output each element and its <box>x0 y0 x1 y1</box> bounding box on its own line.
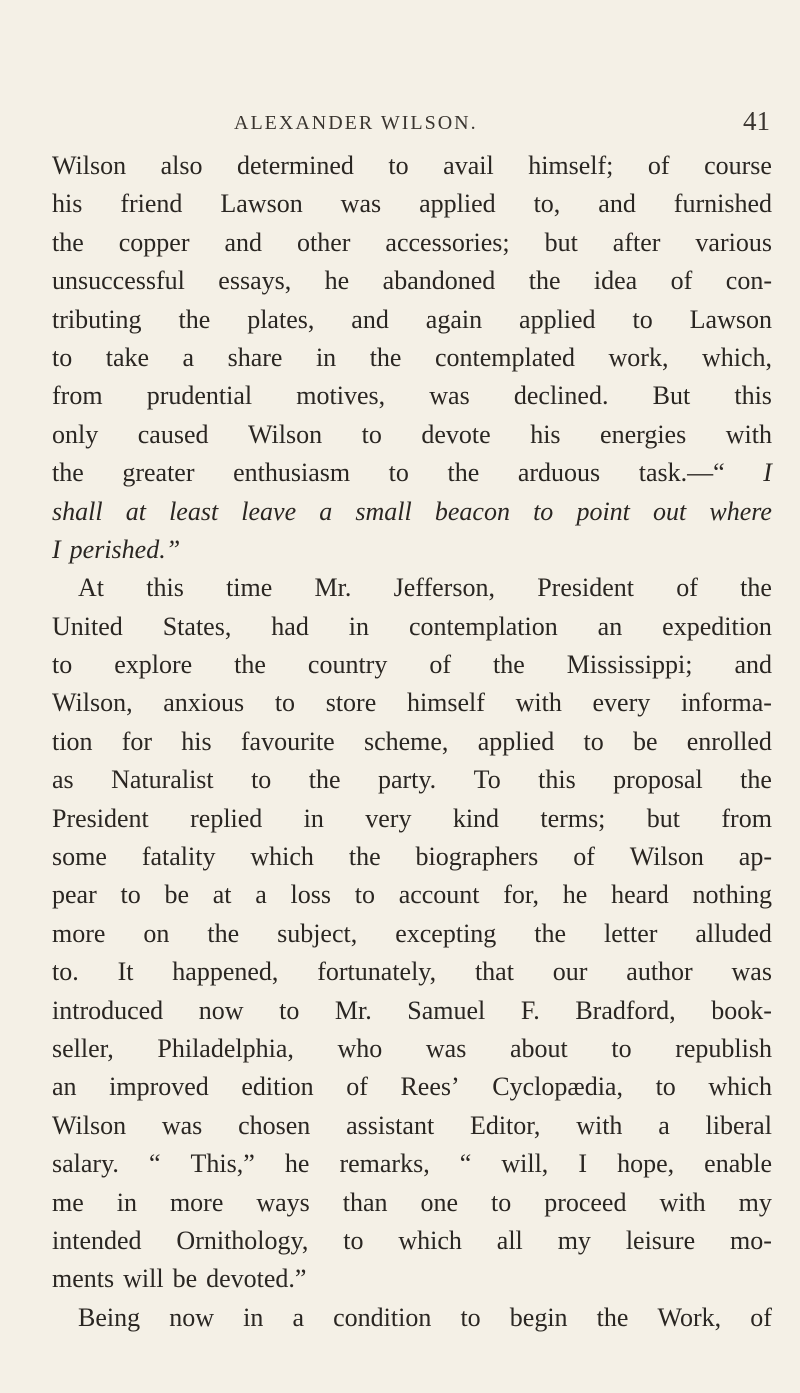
text-word: his <box>52 189 83 219</box>
text-word: the <box>234 650 266 680</box>
text-word: Lawson <box>689 304 772 334</box>
text-word: my <box>738 1187 772 1217</box>
text-word: Samuel <box>407 995 486 1025</box>
text-word: Work, <box>657 1302 722 1332</box>
text-line <box>52 454 772 492</box>
text-word: which <box>250 842 314 872</box>
text-word: party. <box>377 765 437 795</box>
text-word: ap- <box>738 842 772 872</box>
text-word: which <box>398 1225 462 1255</box>
text-word: with <box>576 1110 623 1140</box>
text-word: work, <box>608 342 669 372</box>
text-word: “ <box>459 1149 472 1179</box>
text-word: copper <box>118 227 190 257</box>
text-word: applied <box>419 189 496 219</box>
text-word: a <box>255 880 267 910</box>
text-word: a <box>292 1302 304 1332</box>
text-word: seller, <box>52 1033 114 1063</box>
text-word: author <box>626 957 693 987</box>
text-line <box>52 185 772 223</box>
text-word: small <box>355 496 412 526</box>
text-word: greater <box>122 458 195 488</box>
text-line <box>52 147 772 185</box>
text-word: least <box>169 496 219 526</box>
text-word: will <box>123 1264 164 1294</box>
text-word: Rees’ <box>400 1072 460 1102</box>
text-word: furnished <box>673 189 772 219</box>
text-word: abandoned <box>382 266 496 296</box>
text-word: introduced <box>52 995 164 1025</box>
text-word: intended <box>52 1225 142 1255</box>
text-word: Ornithology, <box>176 1225 309 1255</box>
text-word: excepting <box>395 918 497 948</box>
text-word: happened, <box>172 957 279 987</box>
text-word: enrolled <box>686 726 772 756</box>
text-word: Philadelphia, <box>157 1033 294 1063</box>
text-word: the <box>308 765 341 795</box>
text-word: this <box>538 765 576 795</box>
text-word: shall <box>52 496 103 526</box>
text-word: ments <box>52 1264 115 1294</box>
text-word: anxious <box>163 688 245 718</box>
text-word: and <box>734 650 772 680</box>
text-word: the <box>740 573 772 603</box>
text-word: caused <box>137 419 209 449</box>
text-word: arduous <box>517 458 601 488</box>
text-line <box>52 684 772 722</box>
text-word: declined. <box>513 381 609 411</box>
text-word: remarks, <box>339 1149 430 1179</box>
text-word: where <box>709 496 772 526</box>
text-word: con- <box>725 266 772 296</box>
text-word: To <box>473 765 501 795</box>
text-word: I <box>578 1149 588 1179</box>
text-word: had <box>271 611 309 641</box>
text-word: this <box>734 381 772 411</box>
text-word: I <box>52 534 61 564</box>
text-word: to <box>52 342 73 372</box>
text-word: kind <box>452 803 500 833</box>
text-word: Editor, <box>469 1110 541 1140</box>
text-word: was <box>429 381 470 411</box>
text-word: devoted.” <box>206 1264 307 1294</box>
text-word: a <box>658 1110 670 1140</box>
text-word: again <box>425 304 483 334</box>
text-line <box>52 377 772 415</box>
text-word: but <box>544 227 578 257</box>
text-word: as <box>52 765 74 795</box>
text-word: of <box>573 842 595 872</box>
text-word: for, <box>503 880 540 910</box>
text-word: to. <box>52 957 79 987</box>
text-word: be <box>164 880 189 910</box>
text-line <box>52 1030 772 1068</box>
text-word: to, <box>533 189 561 219</box>
text-word: United <box>52 611 123 641</box>
text-word: be <box>172 1264 198 1294</box>
text-line <box>52 608 772 646</box>
text-word: book- <box>711 995 772 1025</box>
text-word: terms; <box>540 803 606 833</box>
text-word: share <box>227 342 283 372</box>
text-line <box>52 339 772 377</box>
text-word: the <box>740 765 772 795</box>
text-word: with <box>725 419 772 449</box>
text-word: the <box>178 304 211 334</box>
text-word: in <box>116 1187 137 1217</box>
text-word: replied <box>190 803 263 833</box>
text-word: other <box>297 227 351 257</box>
text-word: Naturalist <box>111 765 214 795</box>
text-word: This,” <box>190 1149 255 1179</box>
text-word: of <box>670 266 693 296</box>
text-word: to <box>655 1072 676 1102</box>
text-word: now <box>198 995 244 1025</box>
text-word: who <box>337 1033 383 1063</box>
text-word: task.—“ <box>638 458 725 488</box>
text-word: which, <box>701 342 772 372</box>
text-word: favourite <box>240 726 335 756</box>
text-word: time <box>226 573 273 603</box>
text-word: determined <box>236 151 354 180</box>
text-word: energies <box>600 419 687 449</box>
text-word: that <box>474 957 514 987</box>
text-word: fortunately, <box>317 957 437 987</box>
text-word: accessories; <box>385 227 510 257</box>
text-word: Cyclopædia, <box>492 1072 623 1102</box>
text-word: proceed <box>544 1187 627 1217</box>
text-word: salary. <box>52 1149 119 1179</box>
text-word: about <box>509 1033 568 1063</box>
text-word: Mr. <box>314 573 352 603</box>
text-word: mo- <box>730 1225 772 1255</box>
text-word: “ <box>148 1149 161 1179</box>
text-word: country <box>307 650 388 680</box>
text-word: to <box>361 419 382 449</box>
text-word: condition <box>333 1302 432 1332</box>
text-word: biographers <box>415 842 539 872</box>
text-word: scheme, <box>363 726 449 756</box>
text-word: to <box>343 1225 364 1255</box>
text-word: Being <box>78 1302 141 1332</box>
text-word: ways <box>256 1187 310 1217</box>
text-word: Wilson <box>629 842 704 872</box>
text-word: loss <box>290 880 331 910</box>
text-line <box>52 876 772 914</box>
text-word: to <box>611 1033 632 1063</box>
text-word: States, <box>162 611 232 641</box>
text-word: perished.” <box>69 534 181 564</box>
text-word: explore <box>114 650 193 680</box>
text-word: take <box>105 342 150 372</box>
text-line <box>52 915 772 953</box>
text-word: assistant <box>346 1110 435 1140</box>
text-line <box>52 1222 772 1260</box>
text-word: this <box>146 573 184 603</box>
text-word: informa- <box>680 688 772 718</box>
text-line <box>52 493 772 531</box>
text-word: of <box>676 573 698 603</box>
text-line <box>52 953 772 991</box>
text-word: tion <box>52 726 93 756</box>
text-word: It <box>117 957 134 987</box>
text-word: subject, <box>277 918 358 948</box>
body-text <box>52 147 772 1337</box>
text-word: of <box>429 650 451 680</box>
text-word: leave <box>241 496 297 526</box>
text-word: the <box>207 918 240 948</box>
text-word: of <box>750 1302 772 1332</box>
text-word: improved <box>109 1072 209 1102</box>
text-word: very <box>365 803 412 833</box>
text-word: course <box>704 151 772 180</box>
text-word: at <box>212 880 232 910</box>
text-word: from <box>52 381 103 411</box>
text-word: to <box>251 765 272 795</box>
text-word: leisure <box>625 1225 696 1255</box>
text-word: was <box>425 1033 467 1063</box>
text-line <box>52 1107 772 1145</box>
text-word: the <box>348 842 381 872</box>
text-word: on <box>143 918 170 948</box>
text-word: one <box>420 1187 459 1217</box>
text-word: in <box>315 342 337 372</box>
text-word: letter <box>604 918 658 948</box>
text-word: alluded <box>695 918 772 948</box>
text-word: to <box>583 726 604 756</box>
text-word: to <box>354 880 375 910</box>
text-word: the <box>492 650 525 680</box>
text-line <box>52 646 772 684</box>
text-word: and <box>598 189 636 219</box>
text-word: the <box>52 458 84 488</box>
text-word: edition <box>241 1072 314 1102</box>
text-word: more <box>169 1187 224 1217</box>
text-word: to <box>279 995 300 1025</box>
text-word: Wilson, <box>52 688 133 718</box>
text-word: store <box>325 688 377 718</box>
text-word: and <box>224 227 263 257</box>
text-word: from <box>721 803 772 833</box>
text-word: Wilson <box>52 1110 127 1140</box>
text-line <box>52 301 772 339</box>
text-word: for <box>121 726 153 756</box>
text-word: an <box>597 611 623 641</box>
text-word: prudential <box>146 381 253 411</box>
text-word: devote <box>421 419 491 449</box>
text-word: than <box>342 1187 388 1217</box>
text-word: heard <box>611 880 669 910</box>
text-word: fatality <box>141 842 216 872</box>
text-word: be <box>632 726 658 756</box>
text-word: all <box>496 1225 523 1255</box>
text-word: in <box>303 803 324 833</box>
text-word: in <box>348 611 370 641</box>
text-word: our <box>552 957 588 987</box>
text-line <box>52 1299 772 1337</box>
text-word: but <box>646 803 681 833</box>
text-word: his <box>530 419 561 449</box>
text-word: only <box>52 419 99 449</box>
text-word: applied <box>477 726 555 756</box>
text-word: some <box>52 842 107 872</box>
text-word: Bradford, <box>575 995 676 1025</box>
text-word: avail <box>443 151 494 180</box>
running-head <box>52 106 770 142</box>
text-word: essays, <box>218 266 292 296</box>
text-word: pear <box>52 880 97 910</box>
text-word: the <box>528 266 561 296</box>
text-word: to <box>52 650 73 680</box>
text-word: Wilson <box>52 151 127 180</box>
text-word: beacon <box>434 496 510 526</box>
text-word: various <box>695 227 772 257</box>
text-word: my <box>557 1225 591 1255</box>
text-line <box>52 531 772 569</box>
text-word: begin <box>509 1302 568 1332</box>
text-word: Wilson <box>248 419 323 449</box>
text-word: the <box>534 918 567 948</box>
text-word: idea <box>593 266 638 296</box>
text-word: more <box>52 918 106 948</box>
text-word: contemplation <box>408 611 558 641</box>
text-word: unsuccessful <box>52 266 185 296</box>
text-word: me <box>52 1187 84 1217</box>
text-word: every <box>592 688 651 718</box>
text-word: with <box>515 688 562 718</box>
text-line <box>52 761 772 799</box>
text-word: now <box>169 1302 214 1332</box>
text-word: proposal <box>613 765 703 795</box>
text-line <box>52 416 772 454</box>
text-word: the <box>447 458 480 488</box>
text-word: enable <box>704 1149 772 1179</box>
text-word: Lawson <box>220 189 303 219</box>
text-line <box>52 1260 772 1298</box>
text-line <box>52 992 772 1030</box>
text-word: himself; <box>528 151 614 180</box>
text-word: he <box>284 1149 310 1179</box>
text-word: to <box>490 1187 512 1217</box>
text-word: will, <box>501 1149 549 1179</box>
text-word: he <box>562 880 588 910</box>
text-word: was <box>161 1110 203 1140</box>
text-word: after <box>612 227 661 257</box>
text-word: to <box>274 688 296 718</box>
text-word: plates, <box>247 304 315 334</box>
text-line <box>52 1184 772 1222</box>
text-word: republish <box>675 1033 772 1063</box>
text-word: to <box>460 1302 481 1332</box>
text-word: tributing <box>52 304 142 334</box>
text-word: But <box>652 381 691 411</box>
text-word: F. <box>520 995 540 1025</box>
text-word: and <box>351 304 389 334</box>
text-word: to <box>120 880 141 910</box>
text-word: in <box>243 1302 264 1332</box>
text-line <box>52 838 772 876</box>
text-word: I <box>763 458 772 488</box>
text-word: President <box>537 573 634 603</box>
text-word: the <box>52 227 84 257</box>
text-word: the <box>369 342 402 372</box>
text-word: point <box>576 496 630 526</box>
text-word: also <box>160 151 203 180</box>
text-word: he <box>324 266 350 296</box>
text-word: Jefferson, <box>393 573 495 603</box>
text-line <box>52 1068 772 1106</box>
text-word: Mr. <box>334 995 372 1025</box>
text-word: to <box>388 151 409 180</box>
text-word: a <box>319 496 333 526</box>
text-word: of <box>346 1072 368 1102</box>
page-number: 41 <box>743 106 770 136</box>
text-word: contemplated <box>434 342 576 372</box>
text-word: to <box>388 458 409 488</box>
text-word: out <box>653 496 687 526</box>
text-line <box>52 723 772 761</box>
text-word: at <box>125 496 146 526</box>
running-head-title: ALEXANDER WILSON. <box>234 112 478 134</box>
text-line <box>52 569 772 607</box>
text-word: Mississippi; <box>566 650 693 680</box>
text-line <box>52 224 772 262</box>
text-word: At <box>78 573 104 603</box>
text-line <box>52 800 772 838</box>
text-word: with <box>659 1187 706 1217</box>
text-word: enthusiasm <box>233 458 351 488</box>
text-word: applied <box>519 304 596 334</box>
text-word: hope, <box>617 1149 675 1179</box>
text-word: friend <box>120 189 183 219</box>
text-word: to <box>632 304 653 334</box>
text-word: motives, <box>296 381 386 411</box>
text-word: expedition <box>662 611 772 641</box>
text-word: the <box>596 1302 629 1332</box>
text-word: account <box>398 880 480 910</box>
text-word: was <box>340 189 382 219</box>
text-line <box>52 262 772 300</box>
text-word: liberal <box>705 1110 772 1140</box>
text-word: President <box>52 803 149 833</box>
text-word: an <box>52 1072 77 1102</box>
text-word: to <box>533 496 554 526</box>
text-word: his <box>181 726 212 756</box>
text-word: himself <box>406 688 485 718</box>
text-word: was <box>731 957 772 987</box>
text-word: nothing <box>692 880 772 910</box>
text-line <box>52 1145 772 1183</box>
text-word: chosen <box>238 1110 311 1140</box>
text-word: which <box>708 1072 772 1102</box>
text-word: of <box>647 151 670 180</box>
text-word: a <box>182 342 195 372</box>
